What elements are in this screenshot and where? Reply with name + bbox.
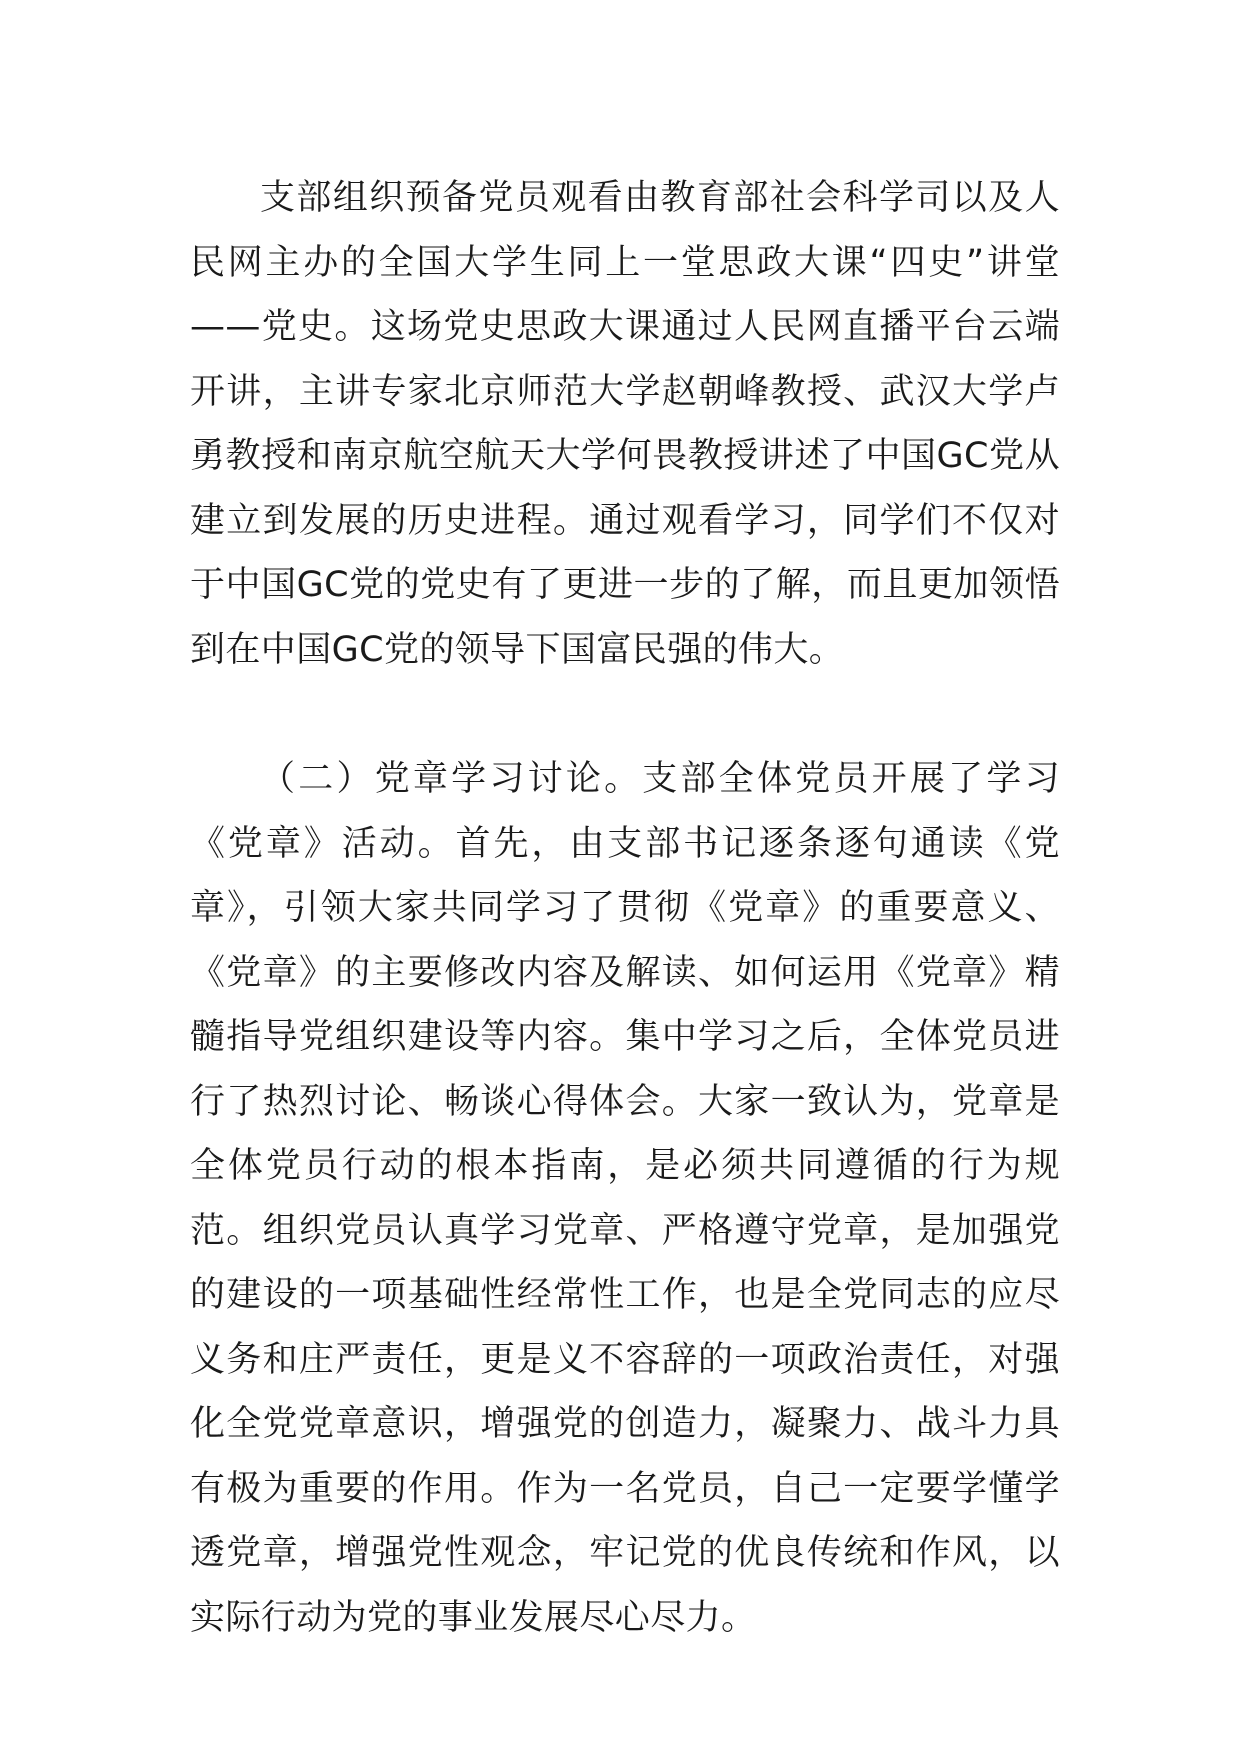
paragraph-party-history-lecture: 支部组织预备党员观看由教育部社会科学司以及人民网主办的全国大学生同上一堂思政大课“四史”讲堂——党史。这场党史思政大课通过人民网直播平台云端开讲，主讲专家北京师范大学赵朝峰教授、武汉大学卢勇教授和南京航空航天大学何畏教授讲述了中国GC党从建立到发展的历史进程。通过观看学习，同学们不仅对于中国GC党的党史有了更进一步的了解，而且更加领悟到在中国GC党的领导下国富民强的伟大。 <box>190 178 1060 670</box>
paragraph-party-constitution-study: （二）党章学习讨论。支部全体党员开展了学习《党章》活动。首先，由支部书记逐条逐句通读《党章》，引领大家共同学习了贯彻《党章》的重要意义、《党章》的主要修改内容及解读、如何运用《党章》精髓指导党组织建设等内容。集中学习之后，全体党员进行了热烈讨论、畅谈心得体会。大家一致认为，党章是全体党员行动的根本指南，是必须共同遵循的行为规范。组织党员认真学习党章、严格遵守党章，是加强党的建设的一项基础性经常性工作，也是全党同志的应尽义务和庄严责任，更是义不容辞的一项政治责任，对强化全党党章意识，增强党的创造力，凝聚力、战斗力具有极为重要的作用。作为一名党员，自己一定要学懂学透党章，增强党性观念，牢记党的优良传统和作风，以实际行动为党的事业发展尽心尽力。 <box>190 759 1060 1638</box>
